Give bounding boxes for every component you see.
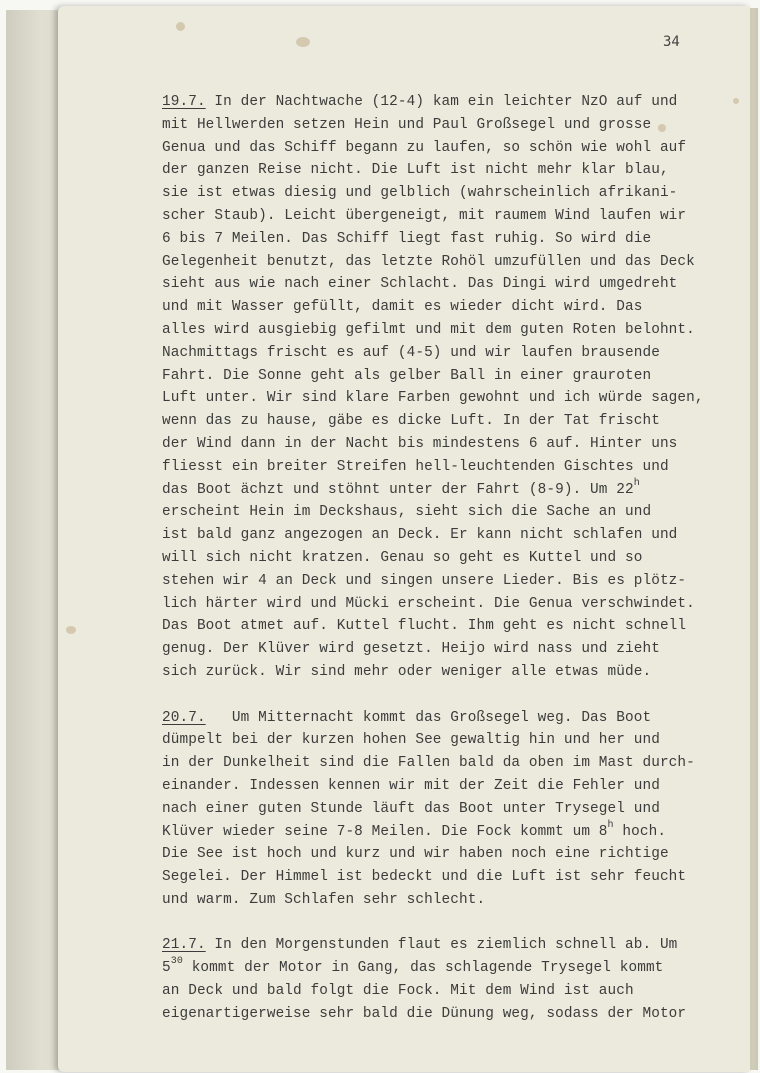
text-line: Gelegenheit benutzt, das letzte Rohöl umzufüllen und das Deck (162, 253, 695, 270)
paragraph-gap (162, 912, 742, 935)
text-line: an Deck und bald folgt die Fock. Mit dem Wind ist auch (162, 983, 634, 1000)
superscript-hour: h (633, 477, 640, 489)
text-line: der ganzen Reise nicht. Die Luft ist nicht mehr klar blau, (162, 162, 669, 179)
text-line: Das Boot atmet auf. Kuttel flucht. Ihm geht es nicht schnell (162, 618, 687, 635)
text-line: Segelei. Der Himmel ist bedeckt und die Luft ist sehr feucht (162, 869, 687, 886)
text-line: $5^{30}$ kommt der Motor in Gang, das schlagende Trysegel kommt (162, 956, 664, 977)
text-line: ist bald ganz angezogen an Deck. Er kann nicht schlafen und (162, 527, 678, 544)
text-line: scher Staub). Leicht übergeneigt, mit raumem Wind laufen wir (162, 207, 687, 224)
text-line: 21.7. In den Morgenstunden flaut es ziemlich schnell ab. Um (162, 937, 678, 954)
text-line: erscheint Hein im Deckshaus, sieht sich die Sache an und (162, 504, 652, 521)
text-line: Genua und das Schiff begann zu laufen, so schön wie wohl auf (162, 139, 687, 156)
text-line: einander. Indessen kennen wir mit der Zeit die Fehler und (162, 777, 660, 794)
text-line: in der Dunkelheit sind die Fallen bald da oben im Mast durch- (162, 755, 695, 772)
stain-mark (176, 22, 185, 31)
text-line: genug. Der Klüver wird gesetzt. Heijo wird nass und zieht (162, 641, 660, 658)
text-line: Die See ist hoch und kurz und wir haben noch eine richtige (162, 846, 669, 863)
text-line: nach einer guten Stunde läuft das Boot unter Trysegel und (162, 800, 660, 817)
text-line: 20.7. Um Mitternacht kommt das Großsegel weg. Das Boot (162, 709, 652, 726)
text-line: sich zurück. Wir sind mehr oder weniger alle etwas müde. (162, 663, 652, 680)
text-line: und mit Wasser gefüllt, damit es wieder dicht wird. Das (162, 299, 643, 316)
paragraph-gap (162, 684, 742, 707)
text-line: Nachmittags frischt es auf (4-5) und wir laufen brausende (162, 344, 660, 361)
text-line: eigenartigerweise sehr bald die Dünung weg, sodass der Motor (162, 1005, 687, 1022)
entry-date: 20.7. (162, 709, 206, 726)
text-line: sieht aus wie nach einer Schlacht. Das Dingi wird umgedreht (162, 276, 678, 293)
text-line: mit Hellwerden setzen Hein und Paul Großsegel und grosse (162, 116, 652, 133)
text-line: alles wird ausgiebig gefilmt und mit dem guten Roten belohnt. (162, 321, 695, 338)
text-line: und warm. Zum Schlafen sehr schlecht. (162, 891, 486, 908)
superscript-time: 30 (170, 956, 183, 968)
text-line: fliesst ein breiter Streifen hell-leuchtenden Gischtes und (162, 458, 669, 475)
text-line: lich härter wird und Mücki erscheint. Die Genua verschwindet. (162, 595, 695, 612)
text-line: Fahrt. Die Sonne geht als gelber Ball in einer grauroten (162, 367, 652, 384)
text-line: das Boot ächzt und stöhnt unter der Fahrt (8-9). Um 22$^h$ (162, 477, 640, 498)
page-number: 34 (663, 34, 680, 50)
text-line: 19.7. In der Nachtwache (12-4) kam ein leichter NzO auf und (162, 94, 678, 110)
text-line: 6 bis 7 Meilen. Das Schiff liegt fast ruhig. So wird die (162, 230, 652, 247)
text-line: Klüver wieder seine 7-8 Meilen. Die Fock kommt um 8$^h$ hoch. (162, 819, 667, 840)
text-line: Luft unter. Wir sind klare Farben gewohnt und ich würde sagen, (162, 390, 704, 407)
text-line: sie ist etwas diesig und gelblich (wahrscheinlich afrikani- (162, 185, 678, 202)
diary-text (162, 91, 742, 1026)
text-line: will sich nicht kratzen. Genau so geht es Kuttel und so (162, 549, 643, 566)
text-line: wenn das zu hause, gäbe es dicke Luft. In der Tat frischt (162, 413, 660, 430)
text-line: dümpelt bei der kurzen hohen See gewaltig hin und her und (162, 732, 660, 749)
stain-mark (296, 37, 310, 47)
stain-mark (66, 626, 76, 634)
text-line: stehen wir 4 an Deck und singen unsere Lieder. Bis es plötz- (162, 572, 687, 589)
superscript-hour: h (607, 819, 614, 831)
entry-date: 21.7. (162, 937, 206, 954)
entry-date: 19.7. (162, 94, 206, 110)
text-line: der Wind dann in der Nacht bis mindestens 6 auf. Hinter uns (162, 435, 678, 452)
